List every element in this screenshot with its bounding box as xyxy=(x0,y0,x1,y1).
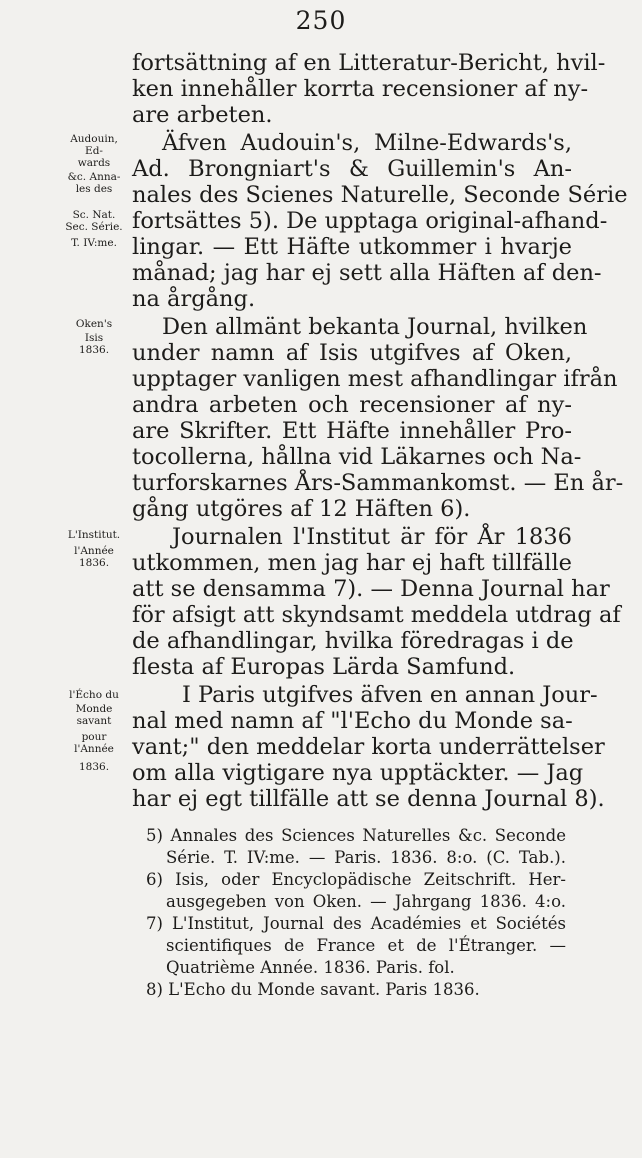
marginal-note-line: l'Année xyxy=(74,743,114,755)
marginal-note-line: l'Écho du xyxy=(69,689,119,701)
text-line: för afsigt att skyndsamt meddela utdrag af xyxy=(132,602,621,628)
text-line: I Paris utgifves äfven en annan Jour- xyxy=(182,682,598,708)
text-line: vant;" den meddelar korta underrättelser xyxy=(132,734,605,760)
text-line: de afhandlingar, hvilka föredragas i de xyxy=(132,628,574,654)
marginal-note-line: savant xyxy=(76,715,112,727)
marginal-note-line: 1836. xyxy=(78,557,110,569)
marginal-note-line: l'Année xyxy=(74,545,114,557)
text-line: om alla vigtigare nya upptäckter. — Jag xyxy=(132,760,584,786)
footnote-line: ausgegeben von Oken. — Jahrgang 1836. 4:o. xyxy=(166,892,566,911)
marginal-note-line: pour xyxy=(81,731,107,743)
marginal-note-line: Oken's xyxy=(75,318,113,330)
text-line: are arbeten. xyxy=(132,102,273,128)
marginal-note-line: Audouin, xyxy=(70,133,118,145)
text-line: fortsättning af en Litteratur-Bericht, hvil- xyxy=(132,50,606,76)
marginal-note-line: les des xyxy=(75,183,113,195)
text-line: ken innehåller korrta recensioner af ny- xyxy=(132,76,589,102)
marginal-note-line: 1836. xyxy=(78,761,110,773)
text-line: under namn af Isis utgifves af Oken, xyxy=(132,340,572,366)
marginal-note-line: Monde xyxy=(75,703,113,715)
text-line: Ad. Brongniart's & Guillemin's An- xyxy=(132,156,572,182)
page-number: 250 xyxy=(295,6,347,35)
text-line: upptager vanligen mest afhandlingar ifrån xyxy=(132,366,618,392)
text-line: flesta af Europas Lärda Samfund. xyxy=(132,654,516,680)
footnote-line: 8) L'Echo du Monde savant. Paris 1836. xyxy=(146,980,480,999)
marginal-note-line: T. IV:me. xyxy=(71,237,117,249)
marginal-note-line: 1836. xyxy=(78,344,110,356)
text-line: har ej egt tillfälle att se denna Journal 8). xyxy=(132,786,605,812)
text-line: månad; jag har ej sett alla Häften af den- xyxy=(132,260,602,286)
footnote-line: Série. T. IV:me. — Paris. 1836. 8:o. (C. Tab.). xyxy=(166,848,566,867)
text-line: utkommen, men jag har ej haft tillfälle xyxy=(132,550,572,576)
text-line: att se densamma 7). — Denna Journal har xyxy=(132,576,610,602)
marginal-note-line: wards xyxy=(77,157,111,169)
footnote-line: scientifiques de France et de l'Étranger. — xyxy=(166,936,566,955)
marginal-note-line: Ed- xyxy=(85,145,103,157)
text-line: na årgång. xyxy=(132,286,256,312)
text-line: fortsättes 5). De upptaga original-afhand- xyxy=(132,208,608,234)
text-line: are Skrifter. Ett Häfte innehåller Pro- xyxy=(132,418,572,444)
text-line: nal med namn af "l'Echo du Monde sa- xyxy=(132,708,573,734)
text-line: andra arbeten och recensioner af ny- xyxy=(132,392,572,418)
text-line: Journalen l'Institut är för År 1836 xyxy=(172,524,572,550)
text-line: nales des Scienes Naturelle, Seconde Série xyxy=(132,182,628,208)
text-line: Den allmänt bekanta Journal, hvilken xyxy=(162,314,588,340)
marginal-note-line: &c. Anna- xyxy=(67,171,121,183)
text-line: lingar. — Ett Häfte utkommer i hvarje xyxy=(132,234,572,260)
marginal-note-line: Isis xyxy=(84,332,104,344)
footnote-line: Quatrième Année. 1836. Paris. fol. xyxy=(166,958,455,977)
marginal-note-line: Sc. Nat. xyxy=(72,209,116,221)
text-line: tocollerna, hållna vid Läkarnes och Na- xyxy=(132,444,582,470)
footnote-line: 7) L'Institut, Journal des Académies et Sociétés xyxy=(146,914,566,933)
marginal-note-line: Sec. Série. xyxy=(65,221,123,233)
footnote-line: 6) Isis, oder Encyclopädische Zeitschrift. Her- xyxy=(146,870,566,889)
footnote-line: 5) Annales des Sciences Naturelles &c. Seconde xyxy=(146,826,566,845)
text-line: turforskarnes Års-Sammankomst. — En år- xyxy=(132,470,624,496)
text-line: gång utgöres af 12 Häften 6). xyxy=(132,496,471,522)
marginal-note-line: L'Institut. xyxy=(67,529,121,541)
text-line: Äfven Audouin's, Milne-Edwards's, xyxy=(162,130,572,156)
